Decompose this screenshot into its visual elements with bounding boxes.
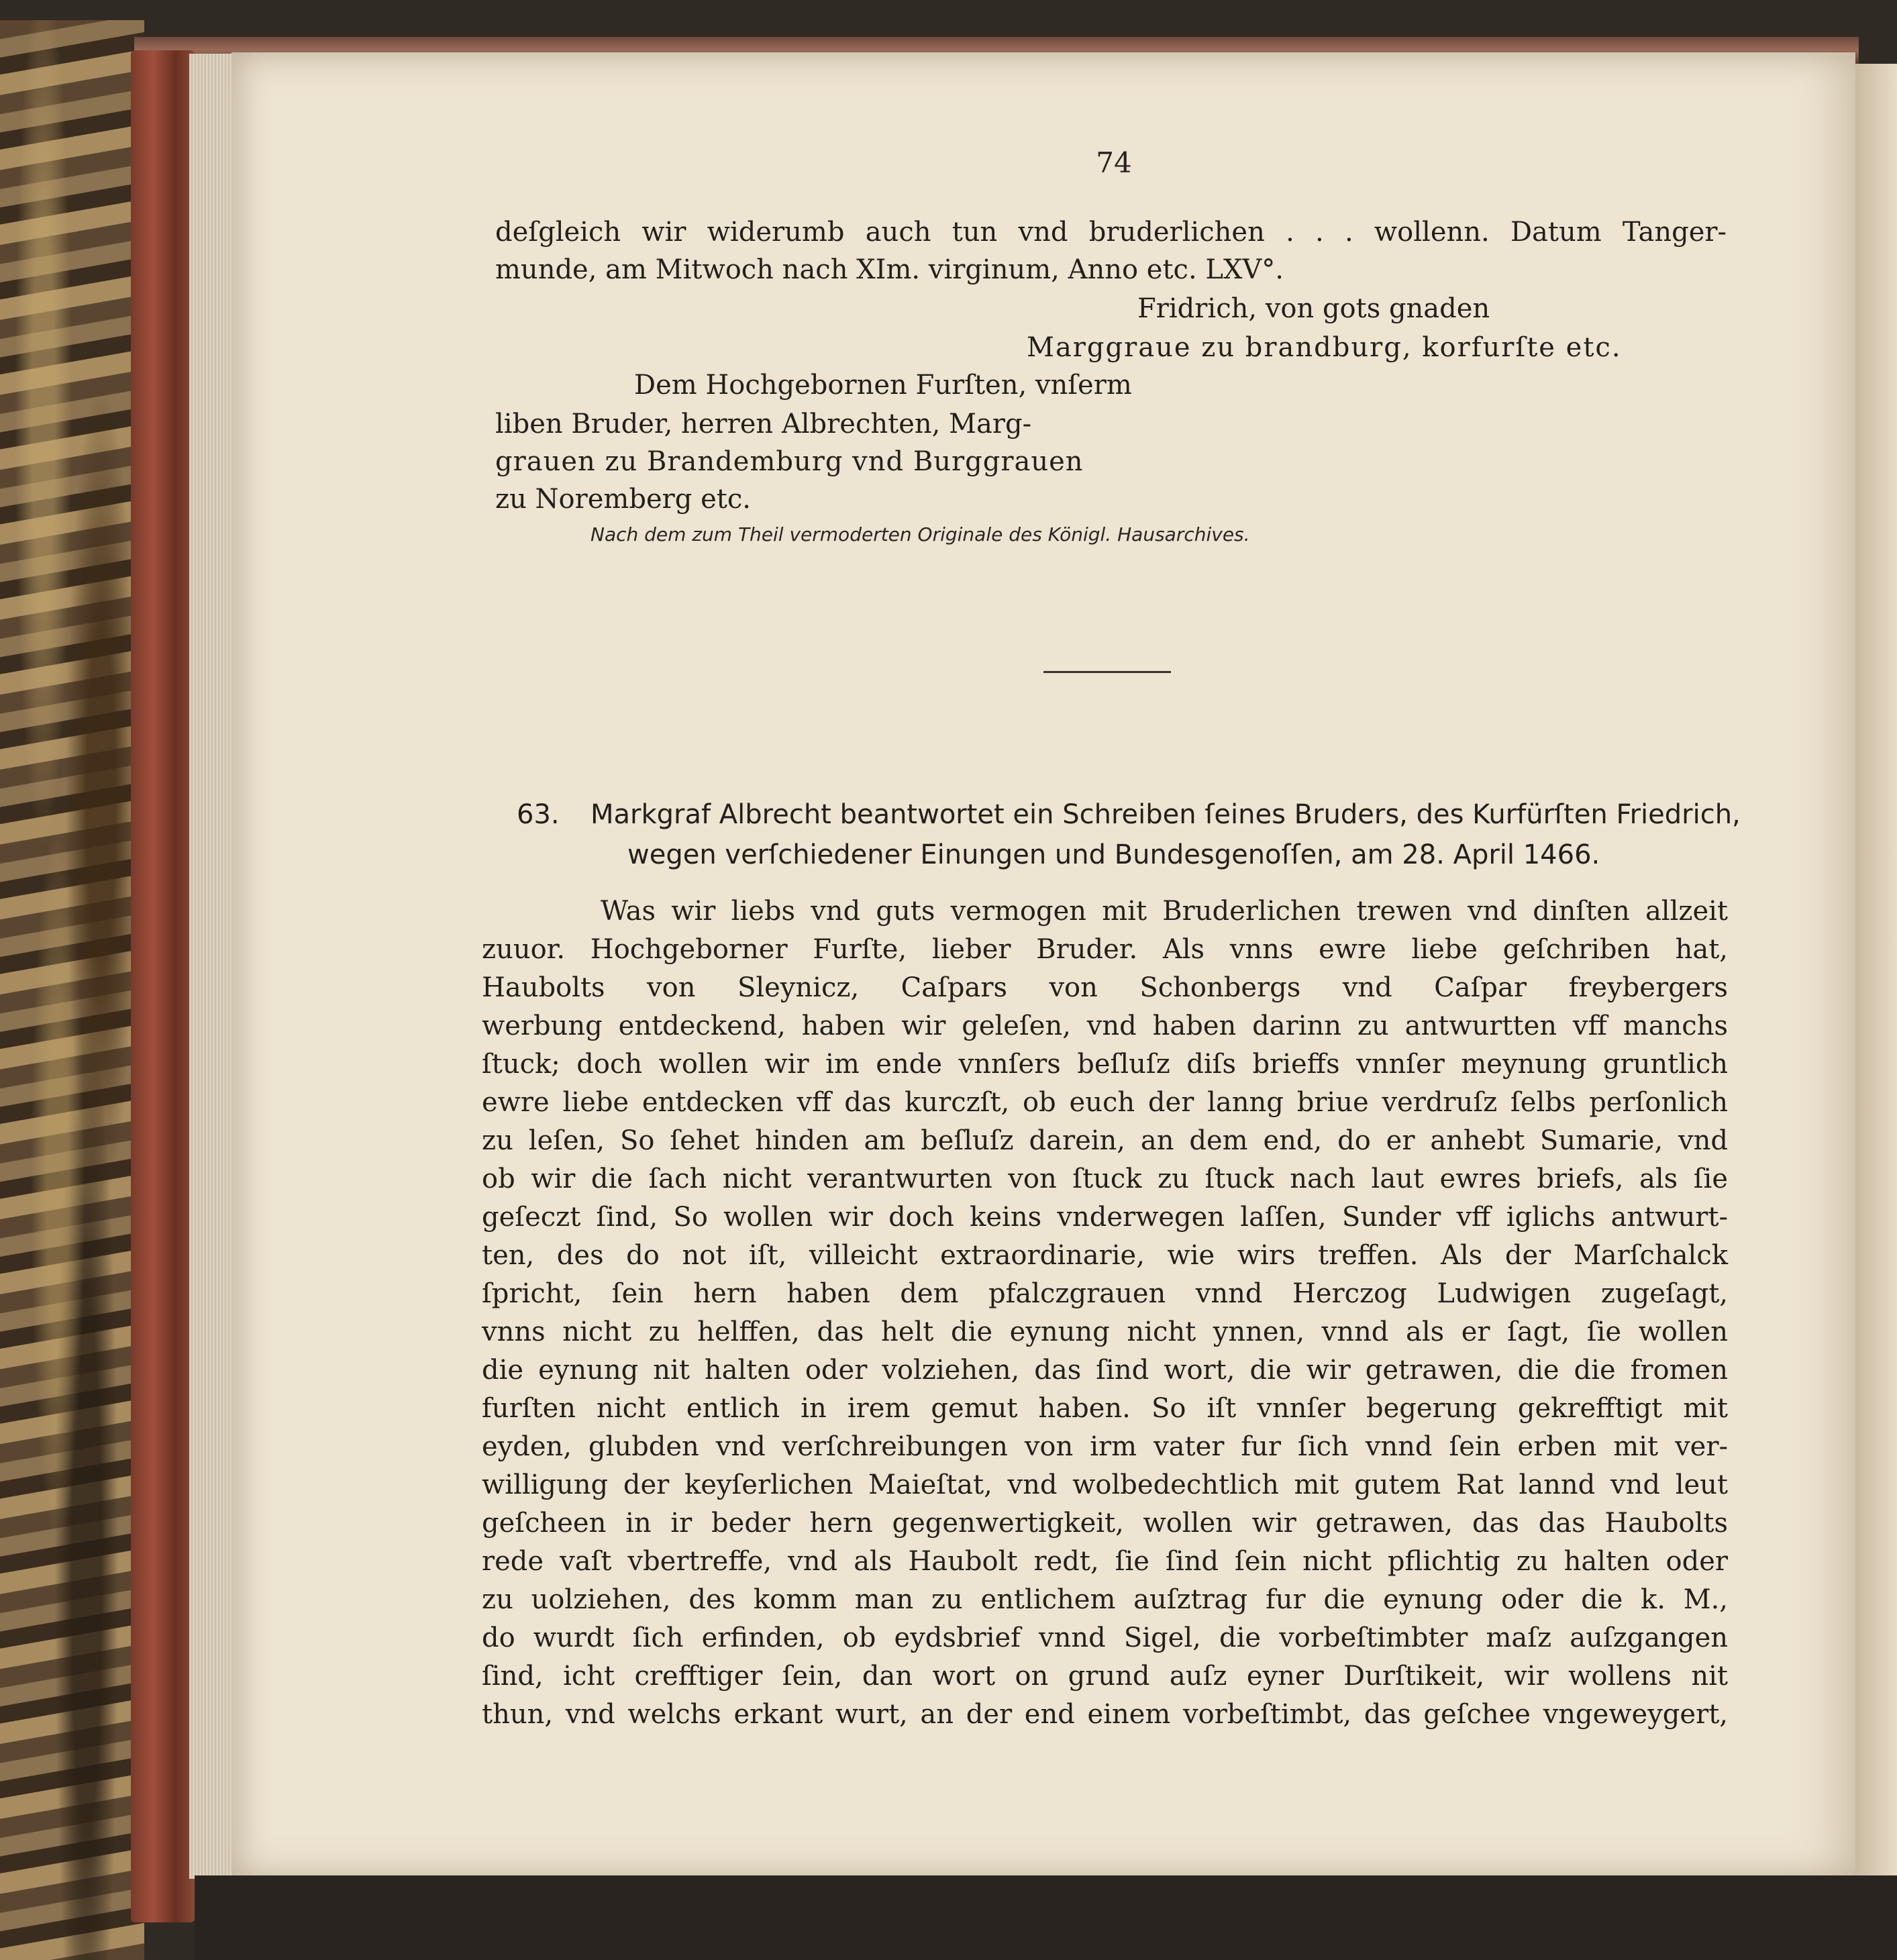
address-line-3: grauen zu Brandemburg vnd Burggrauen bbox=[495, 446, 1084, 477]
facing-page-edge bbox=[1855, 64, 1897, 1875]
signature-title: Marggraue zu brandburg, korfurſte etc. bbox=[1027, 332, 1622, 363]
body-line-9: geſeczt ſind, So wollen wir doch keins vnderwegen laſſen, Sunder vff iglichs antwurt- bbox=[482, 1202, 1728, 1233]
body-line-10: ten, des do not iſt, villeicht extraordinarie, wie wirs treffen. Als der Marſchalck bbox=[482, 1240, 1728, 1271]
book-spine bbox=[131, 50, 195, 1922]
address-line-4: zu Noremberg etc. bbox=[495, 484, 751, 515]
body-line-3: Haubolts von Sleynicz, Caſpars von Schonbergs vnd Caſpar freybergers bbox=[482, 972, 1728, 1003]
section-divider bbox=[1043, 671, 1171, 673]
source-note: Nach dem zum Theil vermoderten Originale des Königl. Hausarchives. bbox=[591, 523, 1250, 546]
body-line-8: ob wir die ſach nicht verantwurten von ſtuck zu ſtuck nach laut ewres briefs, als ſie bbox=[482, 1164, 1728, 1194]
top-line-2: munde, am Mitwoch nach XIm. virginum, Anno etc. LXV°. bbox=[495, 254, 1284, 285]
body-line-1: Was wir liebs vnd guts vermogen mit Bruderlichen trewen vnd dinſten allzeit bbox=[601, 896, 1728, 927]
address-line-2: liben Bruder, herren Albrechten, Marg- bbox=[495, 409, 1032, 440]
signature-name: Fridrich, von gots gnaden bbox=[1137, 293, 1490, 324]
body-line-21: ſind, icht crefftiger ſein, dan wort on grund auſz eyner Durſtikeit, wir wollens nit bbox=[482, 1661, 1728, 1692]
marbled-cover-board bbox=[0, 20, 144, 1960]
body-line-7: zu leſen, So ſehet hinden am beſluſz darein, an dem end, do er anhebt Sumarie, vnd bbox=[482, 1125, 1728, 1156]
body-line-17: geſcheen in ir beder hern gegenwertigkeit, wollen wir getrawen, das das Haubolts bbox=[482, 1508, 1728, 1539]
body-line-5: ſtuck; doch wollen wir im ende vnnſers beſluſz diſs brieffs vnnſer meynung gruntlich bbox=[482, 1049, 1728, 1080]
bottom-background bbox=[195, 1875, 1897, 1960]
body-line-20: do wurdt ſich erfinden, ob eydsbrief vnnd Sigel, die vorbeſtimbter maſz auſzgangen bbox=[482, 1622, 1728, 1653]
body-line-13: die eynung nit halten oder volziehen, das ſind wort, die wir getrawen, die die fromen bbox=[482, 1355, 1728, 1386]
body-line-11: ſpricht, ſein hern haben dem pfalczgrauen vnnd Herczog Ludwigen zugeſagt, bbox=[482, 1278, 1728, 1309]
body-line-6: ewre liebe entdecken vff das kurczſt, ob euch der lanng briue verdruſz ſelbs perſonlich bbox=[482, 1087, 1728, 1118]
body-line-19: zu uolziehen, des komm man zu entlichem auſztrag fur die eynung oder die k. M., bbox=[482, 1584, 1728, 1615]
top-line-1: deſgleich wir widerumb auch tun vnd bruderlichen . . . wollenn. Datum Tanger- bbox=[495, 217, 1727, 248]
document-heading-line-2: wegen verſchiedener Einungen und Bundesgenoſſen, am 28. April 1466. bbox=[627, 839, 1600, 870]
address-line-1: Dem Hochgebornen Furſten, vnſerm bbox=[634, 370, 1132, 401]
body-line-2: zuuor. Hochgeborner Furſte, lieber Bruder. Als vnns ewre liebe geſchriben hat, bbox=[482, 934, 1728, 965]
body-line-14: furſten nicht entlich in irem gemut haben. So iſt vnnſer begerung gekrefftigt mit bbox=[482, 1393, 1728, 1424]
document-heading-line-1: Markgraf Albrecht beantwortet ein Schreiben ſeines Bruders, des Kurfürſten Friedrich, bbox=[591, 799, 1741, 830]
body-line-15: eyden, glubden vnd verſchreibungen von irm vater fur ſich vnnd ſein erben mit ver- bbox=[482, 1431, 1728, 1462]
document-number: 63. bbox=[517, 799, 560, 830]
body-line-18: rede vaſt vbertreffe, vnd als Haubolt redt, ſie ſind ſein nicht pflichtig zu halten oder bbox=[482, 1546, 1728, 1577]
page-number: 74 bbox=[1096, 146, 1132, 179]
body-line-12: vnns nicht zu helffen, das helt die eynung nicht ynnen, vnnd als er ſagt, ſie wollen bbox=[482, 1317, 1728, 1347]
body-line-4: werbung entdeckend, haben wir geleſen, vnd haben darinn zu antwurtten vff manchs bbox=[482, 1011, 1728, 1041]
body-line-22: thun, vnd welchs erkant wurt, an der end einem vorbeſtimbt, das geſchee vngeweygert, bbox=[482, 1699, 1728, 1730]
body-line-16: willigung der keyſerlichen Maieſtat, vnd wolbedechtlich mit gutem Rat lannd vnd leut bbox=[482, 1469, 1728, 1500]
